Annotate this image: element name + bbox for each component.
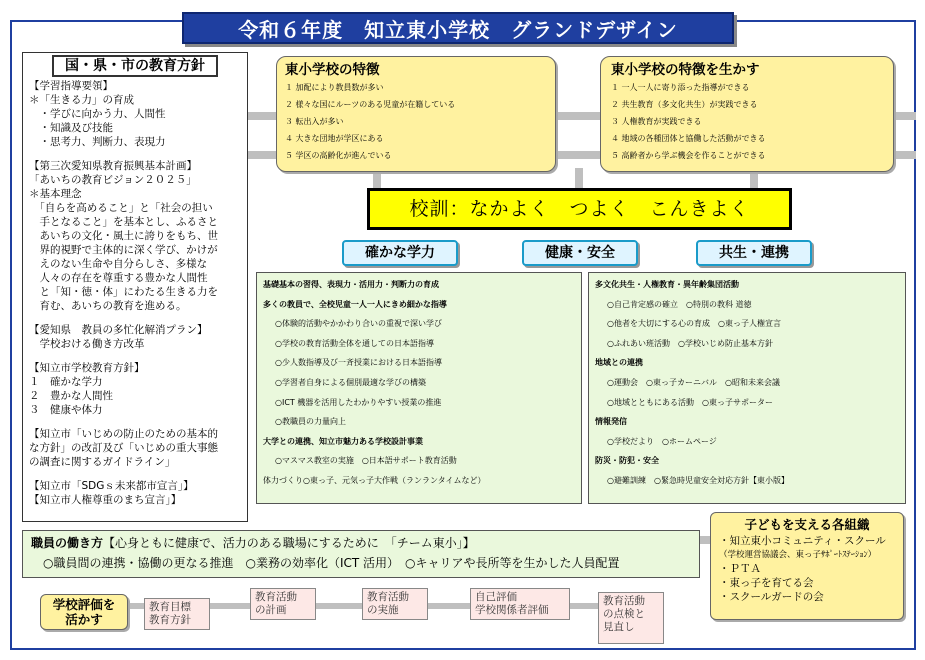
strengths-box xyxy=(600,56,894,172)
policy-line: な方針」の改訂及び「いじめの重大事態 xyxy=(29,442,218,454)
pillar-academic: 確かな学力 xyxy=(342,240,458,266)
academic-box xyxy=(256,272,582,504)
policy-heading: 国・県・市の教育方針 xyxy=(52,55,218,77)
school-motto: 校訓：なかよく つよく こんきよく xyxy=(367,188,792,230)
pillar-coexistence: 共生・連携 xyxy=(696,240,812,266)
activity-line: ○運動会 ○東っ子カーニバル ○昭和未来会議 xyxy=(607,377,780,387)
activity-line: ○学校だより ○ホームページ xyxy=(607,436,717,446)
activity-line: 基礎基本の習得、表現力・活用力・判断力の育成 xyxy=(263,280,439,289)
activity-line: 地域との連携 xyxy=(595,358,643,368)
policy-line: 【愛知県 教員の多忙化解消プラン】 xyxy=(29,324,208,336)
policy-line: の調査に関するガイドライン」 xyxy=(29,456,176,468)
features-title: 東小学校の特徴 xyxy=(285,62,380,78)
activity-line: 情報発信 xyxy=(595,417,627,427)
activity-line: ○他者を大切にする心の育成 ○東っ子人権宣言 xyxy=(607,319,781,329)
policy-section xyxy=(29,361,241,417)
policy-line: 手となること」を基本とし、ふるさと xyxy=(29,216,218,228)
features-list xyxy=(285,79,547,164)
policy-line: ・思考力、判断力、表現力 xyxy=(29,136,166,148)
activity-line: ○教職員の力量向上 xyxy=(275,417,346,427)
strength-item: ５ 高齢者から学ぶ機会を作ることができる xyxy=(611,151,766,160)
activity-line: 多文化共生・人権教育・異年齢集団活動 xyxy=(595,280,739,289)
staff-headline: 【心身ともに健康で、活力のある職場にするために 「チーム東小」】 xyxy=(103,536,475,550)
connector-bar-vert-2 xyxy=(575,168,583,190)
policy-line: ・学びに向かう力、人間性 xyxy=(29,108,166,120)
policy-panel xyxy=(22,52,248,522)
activity-line: ○マスマス教室の実施 ○日本語サポート教育活動 xyxy=(275,456,457,466)
activity-line: ○ふれあい班活動 ○学校いじめ防止基本方針 xyxy=(607,338,773,348)
policy-line: 学校おける働き方改革 xyxy=(29,338,145,350)
activity-line: ○少人数指導及び一斉授業における日本語指導 xyxy=(275,358,442,368)
strength-item: ４ 地域の各種団体と協働した活動ができる xyxy=(611,134,766,143)
feature-item: ５ 学区の高齢化が進んでいる xyxy=(285,151,392,160)
organizations-title: 子どもを支える各組織 xyxy=(744,517,870,532)
policy-line: 【第三次愛知県教育振興基本計画】 xyxy=(29,160,197,172)
policy-line: 「自らを高めること」と「社会の担い xyxy=(29,202,213,214)
activity-line: ○学習者自身による個別最適な学びの構築 xyxy=(275,377,426,387)
organizations-box xyxy=(710,512,904,620)
policy-line: と「知・徳・体」にわたる生きる力を xyxy=(29,286,218,298)
policy-section xyxy=(29,427,241,469)
policy-line: ＊基本理念 xyxy=(29,188,82,200)
features-box xyxy=(276,56,556,172)
policy-line: 【学習指導要領】 xyxy=(29,80,113,92)
policy-line: ＊「生きる力」の育成 xyxy=(29,94,134,106)
staff-items: ○職員間の連携・協働の更なる推進 ○業務の効率化（ICT 活用） ○キャリアや長所等を生かした人員配置 xyxy=(43,555,620,570)
eval-step-1: 教育目標 教育方針 xyxy=(144,598,210,630)
policy-line: ３ 健康や体力 xyxy=(29,404,103,416)
policy-line: 【知立市「いじめの防止のための基本的 xyxy=(29,428,218,440)
policy-line: １ 確かな学力 xyxy=(29,376,103,388)
activity-line: ○自己肯定感の確立 ○特別の教科 道徳 xyxy=(607,299,752,309)
strength-item: ３ 人権教育が実践できる xyxy=(611,117,702,126)
policy-line: ・知識及び技能 xyxy=(29,122,113,134)
activity-line: 体力づくり○東っ子、元気っ子大作戦（ランランタイムなど） xyxy=(263,475,486,485)
organization-item: ・知立東小コミュニティ・スクール xyxy=(719,535,886,547)
feature-item: １ 加配により教員数が多い xyxy=(285,83,384,92)
policy-line: ２ 豊かな人間性 xyxy=(29,390,113,402)
policy-section xyxy=(29,323,241,351)
evaluation-label: 学校評価を 活かす xyxy=(40,594,128,630)
feature-item: ４ 大きな団地が学区にある xyxy=(285,134,384,143)
coexistence-box xyxy=(588,272,906,504)
policy-line: 【知立市人権尊重のまち宣言」】 xyxy=(29,494,182,506)
eval-step-3: 教育活動 の実施 xyxy=(362,588,428,620)
activity-line: 大学との連携、知立市魅力ある学校設計事業 xyxy=(263,436,423,446)
policy-section xyxy=(29,479,241,507)
organization-item: （学校運営協議会、東っ子ｻﾎﾟｰﾄｽﾃｰｼｮﾝ） xyxy=(719,550,877,560)
activity-line: ○体験的活動やかかわり合いの重視で深い学び xyxy=(275,319,442,329)
policy-line: 「あいちの教育ビジョン２０２５」 xyxy=(29,174,197,186)
policy-section xyxy=(29,79,241,149)
strengths-list xyxy=(611,79,883,164)
policy-line: 界的視野で主体的に深く学び、かけが xyxy=(29,244,218,256)
policy-line: 育む、あいちの教育を進める。 xyxy=(29,300,187,312)
policy-line: えのない生命や自分らしさ、多様な xyxy=(29,258,208,270)
organization-item: ・東っ子を育てる会 xyxy=(719,577,814,589)
activity-line: 防災・防犯・安全 xyxy=(595,456,659,466)
strength-item: １ 一人一人に寄り添った指導ができる xyxy=(611,83,750,92)
organization-item: ・ＰＴＡ xyxy=(719,563,761,575)
staff-label: 職員の働き方 xyxy=(31,536,104,550)
eval-step-5: 教育活動 の点検と 見直し xyxy=(598,592,664,644)
activity-line: ○地域とともにある活動 ○東っ子サポーター xyxy=(607,397,773,407)
policy-line: 【知立市「SDGｓ未来都市宣言」】 xyxy=(29,480,194,492)
organizations-list xyxy=(719,534,895,604)
page-title: 令和６年度 知立東小学校 グランドデザイン xyxy=(182,12,734,44)
staff-box xyxy=(22,530,700,578)
policy-line: あいちの文化・風土に誇りをもち、世 xyxy=(29,230,218,242)
eval-step-4: 自己評価 学校関係者評価 xyxy=(470,588,570,620)
staff-headline-row xyxy=(31,534,691,554)
strength-item: ２ 共生教育（多文化共生）が実践できる xyxy=(611,100,758,109)
policy-line: 【知立市学校教育方針】 xyxy=(29,362,145,374)
feature-item: ２ 様々な国にルーツのある児童が在籍している xyxy=(285,100,456,109)
strengths-title: 東小学校の特徴を生かす xyxy=(611,62,760,78)
pillar-health: 健康・安全 xyxy=(522,240,638,266)
activity-line: ○学校の教育活動全体を通しての日本語指導 xyxy=(275,338,434,348)
feature-item: ３ 転出入が多い xyxy=(285,117,344,126)
policy-sections xyxy=(29,79,241,507)
policy-section xyxy=(29,159,241,313)
activity-line: 多くの教員で、全校児童一人一人にきめ細かな指導 xyxy=(263,299,447,309)
eval-step-2: 教育活動 の計画 xyxy=(250,588,316,620)
activity-line: ○ICT 機器を活用したわかりやすい授業の推進 xyxy=(275,397,442,407)
organization-item: ・スクールガードの会 xyxy=(719,591,824,603)
activity-line: ○避難訓練 ○緊急時児童安全対応方針【東小版】 xyxy=(607,475,789,485)
policy-line: 人々の存在を尊重する豊かな人間性 xyxy=(29,272,208,284)
